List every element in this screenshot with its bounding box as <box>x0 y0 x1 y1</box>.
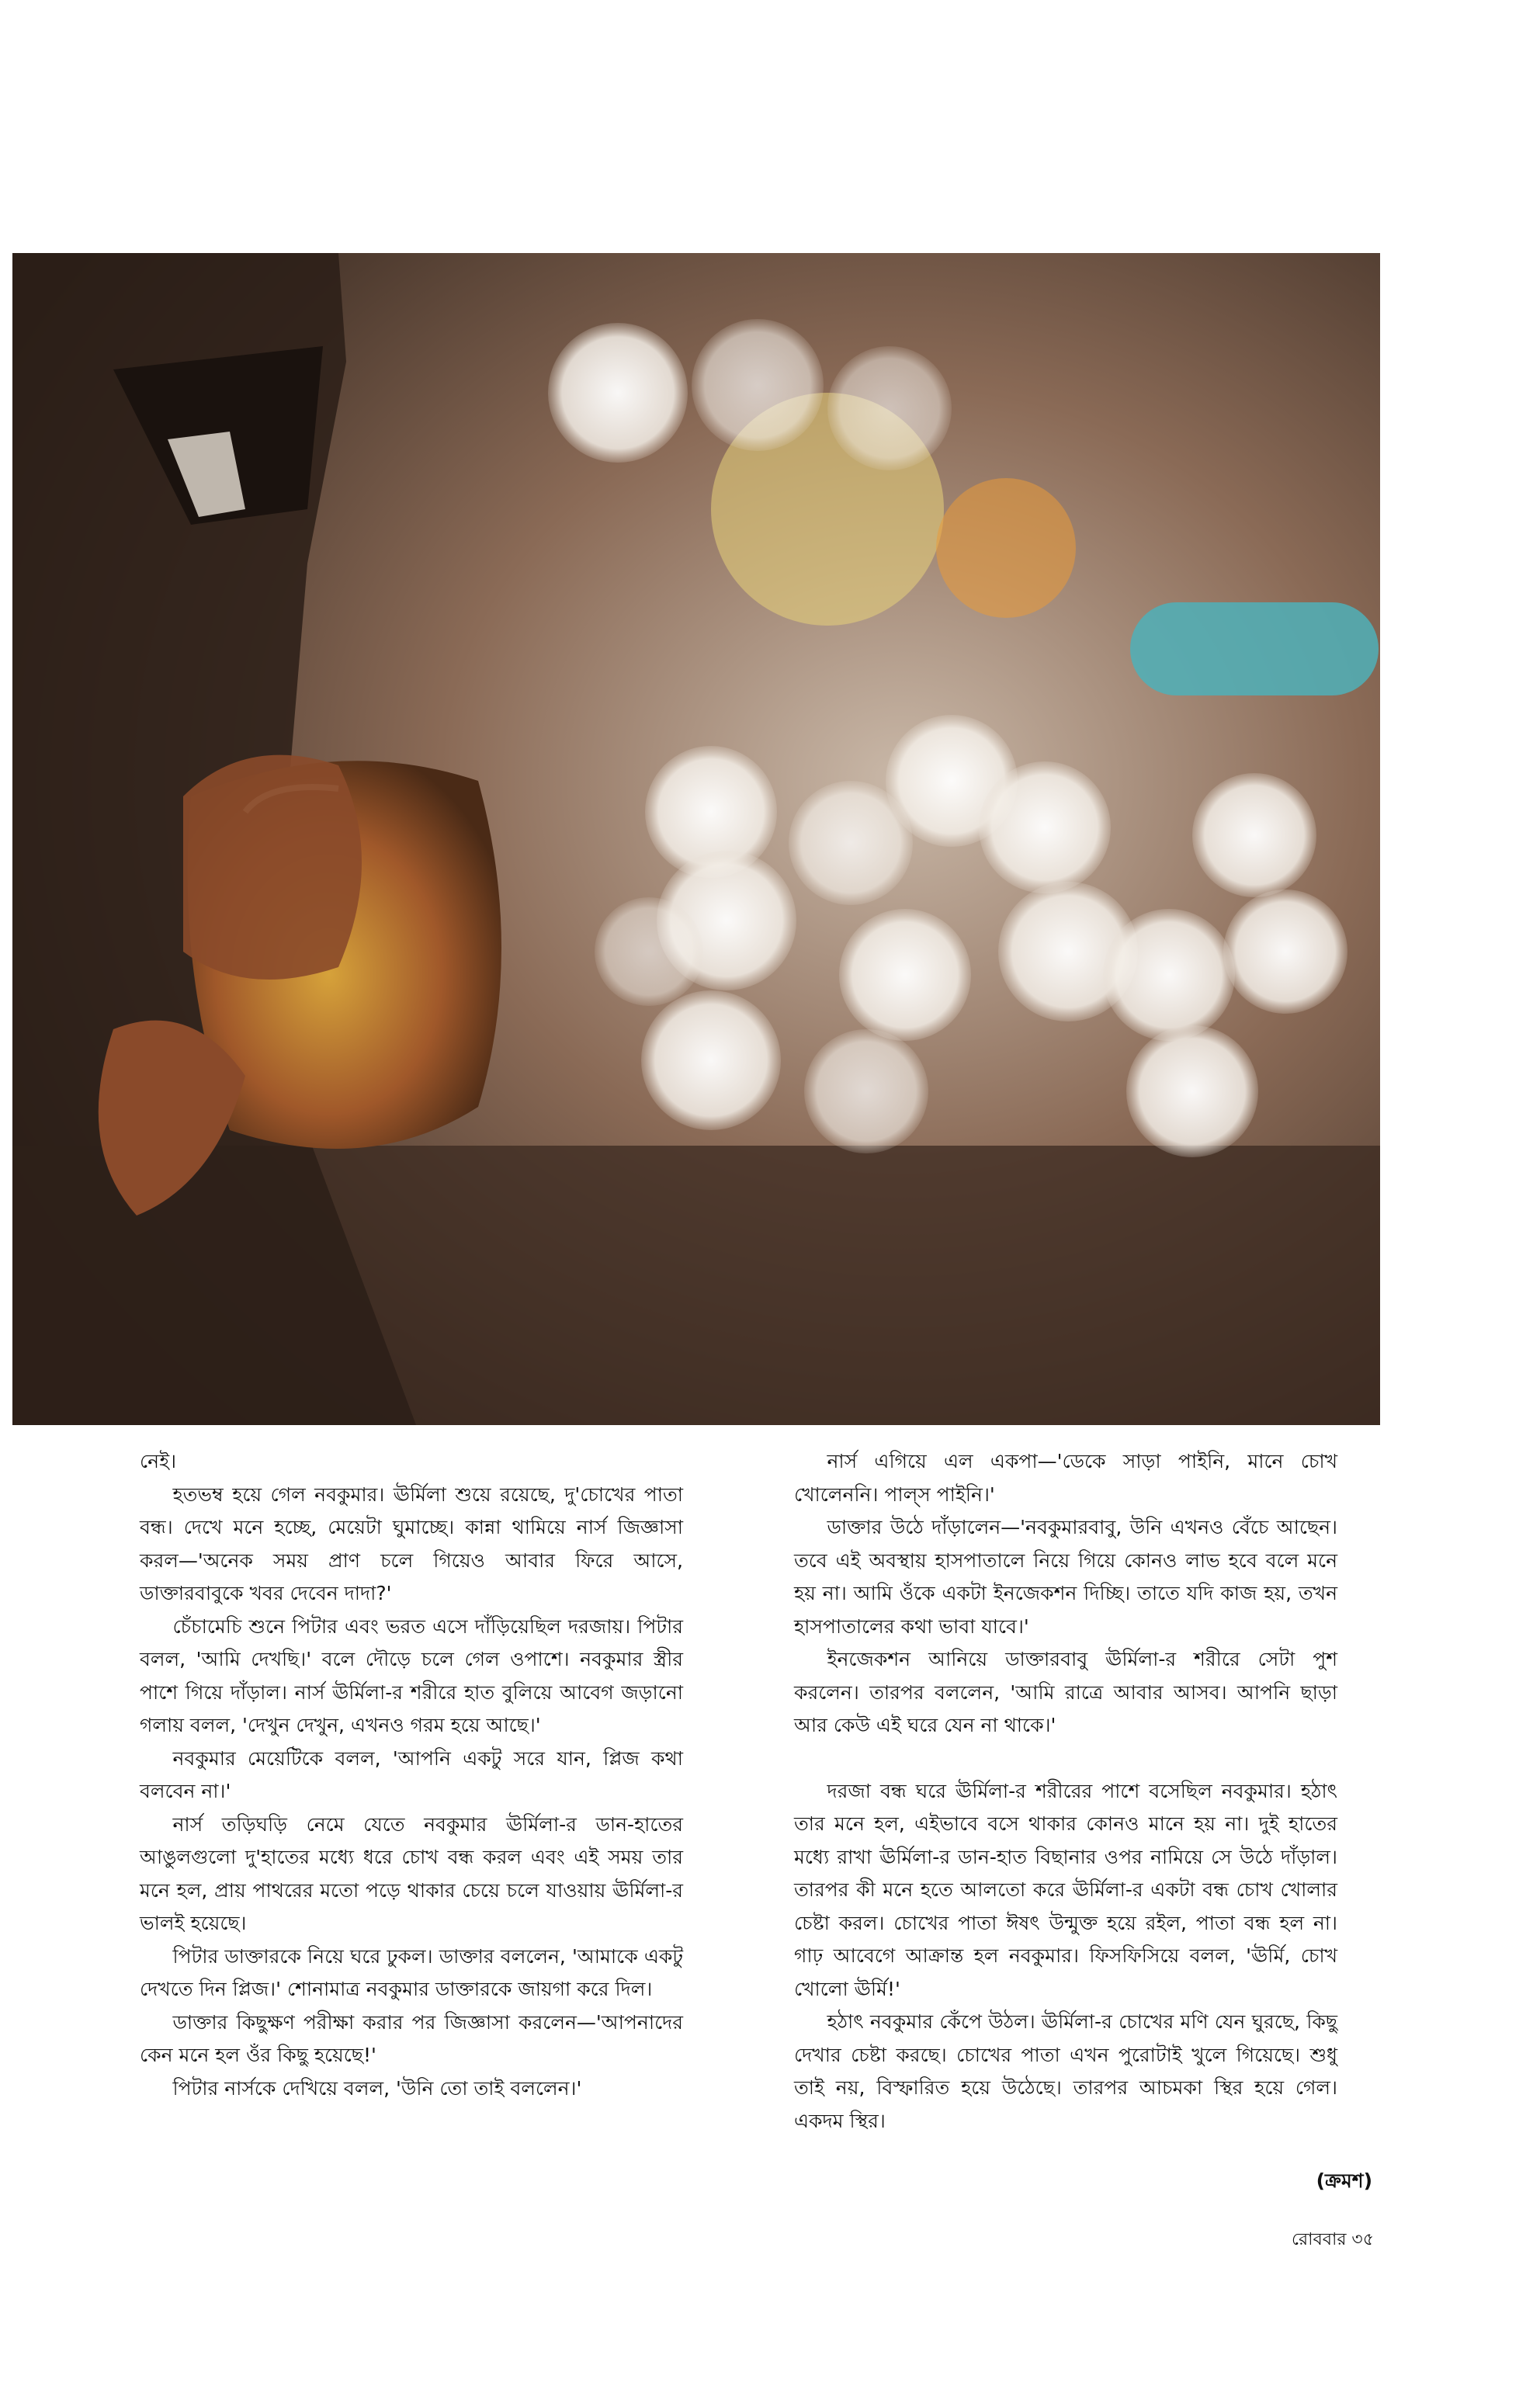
paragraph: হঠাৎ নবকুমার কেঁপে উঠল। ঊর্মিলা-র চোখের মণি যেন ঘুরছে, কিছু দেখার চেষ্টা করছে। চোখের পাতা এখন পুরোটাই খুলে গিয়েছে। শুধু তাই নয়, বিস্ফারিত হয়ে উঠেছে। তারপর আচমকা স্থির হয়ে গেল। একদম স্থির। <box>794 2010 1337 2132</box>
text-column-right <box>794 1445 1337 2138</box>
text-column-left <box>140 1445 683 2105</box>
continued-marker: (ক্রমশ) <box>1316 2169 1372 2192</box>
paragraph: ডাক্তার কিছুক্ষণ পরীক্ষা করার পর জিজ্ঞাসা করলেন—'আপনাদের কেন মনে হল ওঁর কিছু হয়েছে!' <box>140 2010 683 2066</box>
drink-bokeh-image <box>12 253 1380 1425</box>
paragraph: পিটার ডাক্তারকে নিয়ে ঘরে ঢুকল। ডাক্তার বললেন, 'আমাকে একটু দেখতে দিন প্লিজ।' শোনামাত্র নবকুমার ডাক্তারকে জায়গা করে দিল। <box>140 1944 683 2000</box>
paragraph: ডাক্তার উঠে দাঁড়ালেন—'নবকুমারবাবু, উনি এখনও বেঁচে আছেন। তবে এই অবস্থায় হাসপাতালে নিয়ে গিয়ে কোনও লাভ হবে বলে মনে হয় না। আমি ওঁকে একটা ইনজেকশন দিচ্ছি। তাতে যদি কাজ হয়, তখন হাসপাতালের কথা ভাবা যাবে।' <box>794 1516 1337 1638</box>
paragraph: চেঁচামেচি শুনে পিটার এবং ভরত এসে দাঁড়িয়েছিল দরজায়। পিটার বলল, 'আমি দেখছি।' বলে দৌড়ে চলে গেল ওপাশে। নবকুমার স্ত্রীর পাশে গিয়ে দাঁড়াল। নার্স ঊর্মিলা-র শরীরে হাত বুলিয়ে আবেগ জড়ানো গলায় বলল, 'দেখুন দেখুন, এখনও গরম হয়ে আছে।' <box>140 1614 683 1736</box>
paragraph: হতভম্ব হয়ে গেল নবকুমার। ঊর্মিলা শুয়ে রয়েছে, দু'চোখের পাতা বন্ধ। দেখে মনে হচ্ছে, মেয়েটা ঘুমাচ্ছে। কান্না থামিয়ে নার্স জিজ্ঞাসা করল—'অনেক সময় প্রাণ চলে গিয়েও আবার ফিরে আসে, ডাক্তারবাবুকে খবর দেবেন দাদা?' <box>140 1483 683 1604</box>
paragraph: নার্স তড়িঘড়ি নেমে যেতে নবকুমার ঊর্মিলা-র ডান-হাতের আঙুলগুলো দু'হাতের মধ্যে ধরে চোখ বন্ধ করল এবং এই সময় তার মনে হল, প্রায় পাথরের মতো পড়ে থাকার চেয়ে চলে যাওয়ায় ঊর্মিলা-র ভালই হয়েছে। <box>140 1812 683 1934</box>
page-folio: রোববার ৩৫ <box>1292 2230 1374 2249</box>
paragraph: পিটার নার্সকে দেখিয়ে বলল, 'উনি তো তাই বললেন।' <box>172 2076 582 2100</box>
paragraph: ইনজেকশন আনিয়ে ডাক্তারবাবু ঊর্মিলা-র শরীরে সেটা পুশ করলেন। তারপর বললেন, 'আমি রাত্রে আবার আসব। আপনি ছাড়া আর কেউ এই ঘরে যেন না থাকে।' <box>794 1648 1337 1736</box>
paragraph: দরজা বন্ধ ঘরে ঊর্মিলা-র শরীরের পাশে বসেছিল নবকুমার। হঠাৎ তার মনে হল, এইভাবে বসে থাকার কোনও মানে হয় না। দুই হাতের মধ্যে রাখা ঊর্মিলা-র ডান-হাত বিছানার ওপর নামিয়ে সে উঠে দাঁড়াল। তারপর কী মনে হতে আলতো করে ঊর্মিলা-র একটা বন্ধ চোখ খোলার চেষ্টা করল। চোখের পাতা ঈষৎ উন্মুক্ত হয়ে রইল, পাতা বন্ধ হল না। গাঢ় আবেগে আক্রান্ত হল নবকুমার। ফিসফিসিয়ে বলল, 'ঊর্মি, চোখ খোলো ঊর্মি!' <box>794 1779 1337 2000</box>
paragraph: নার্স এগিয়ে এল একপা—'ডেকে সাড়া পাইনি, মানে চোখ খোলেননি। পাল্‌স পাইনি।' <box>794 1450 1337 1506</box>
story-illustration <box>12 253 1380 1425</box>
paragraph: নেই। <box>140 1450 177 1472</box>
paragraph: নবকুমার মেয়েটিকে বলল, 'আপনি একটু সরে যান, প্লিজ কথা বলবেন না।' <box>140 1746 683 1802</box>
